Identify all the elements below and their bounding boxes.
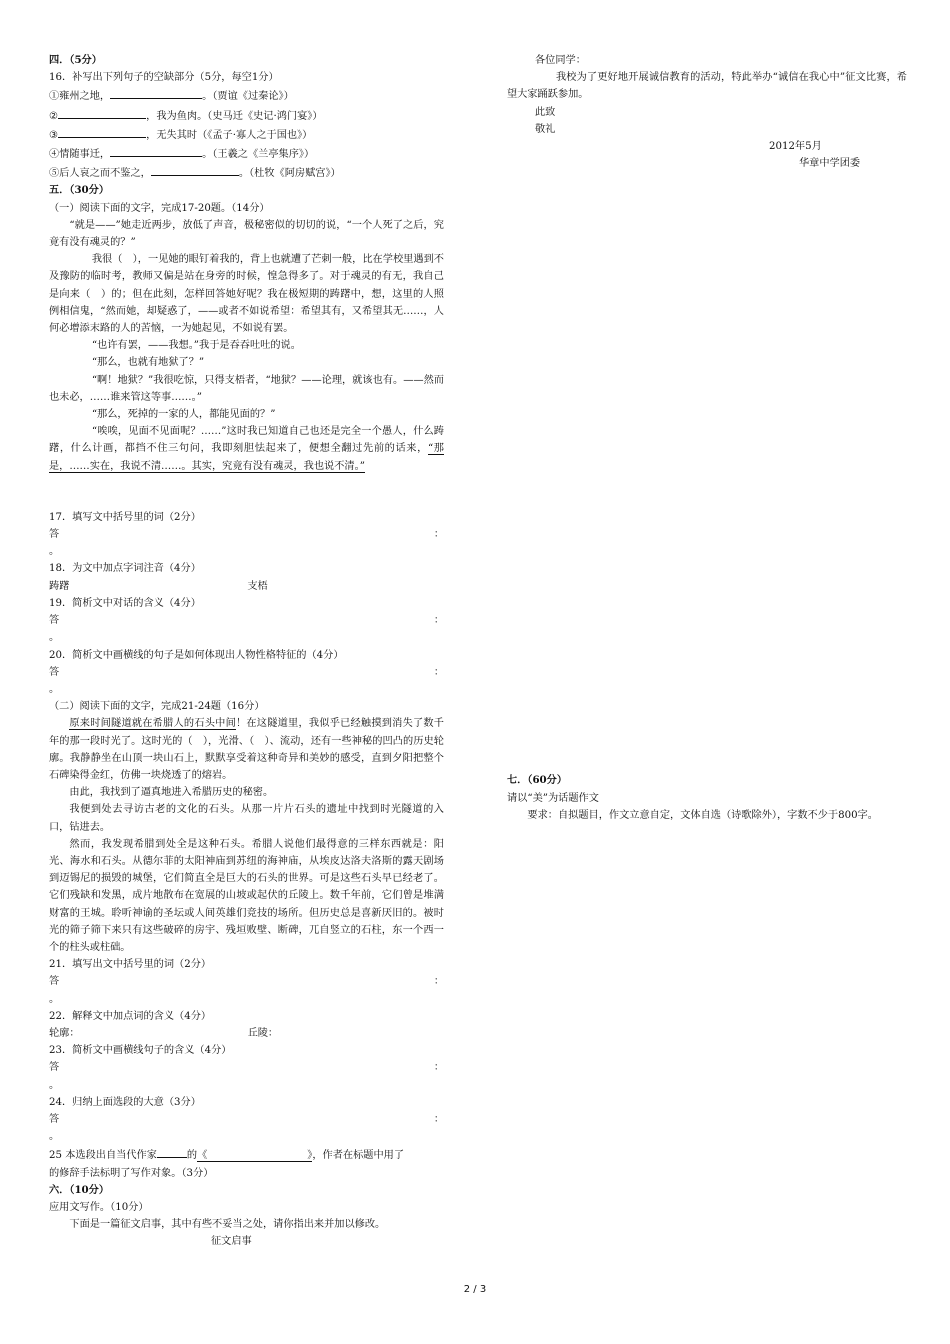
underlined-sentence-2: 原来时间隧道就在希腊人的石头中间 [69,718,236,730]
notice-close-1: 此致 [535,106,556,118]
question-21: 21．填写出文中括号里的词（2分） [49,959,212,971]
passage-2-para-1: 原来时间隧道就在希腊人的石头中间！在这隧道里，我似乎已经触摸到消失了数千年的那一段时光了。这时光的（ ），光滑、（ ）、流动，还有一些神秘的凹凸的历史轮廓。我静静坐在山顶一块山石上，默默享受着这种奇异和美妙的感受，直到夕阳把整个石碑染得金红，仿佛一块烧透了的熔岩。 [49,718,444,781]
question-22: 22．解释文中加点词的含义（4分） [49,1010,212,1022]
part-2-intro: （二）阅读下面的文字，完成21-24题（16分） [49,701,265,713]
section-6-sub: 应用文写作。（10分） [49,1202,149,1213]
notice-org: 华章中学团委 [799,158,861,170]
essay-topic: 请以“美”为话题作文 [507,792,599,804]
question-16: 16．补写出下列句子的空缺部分（5分，每空1分） [49,72,279,84]
passage-2-para-2: 由此，我找到了逼真地进入希腊历史的秘密。 [69,787,274,799]
fill-line-2: ② ，我为鱼肉。（史马迁《史记·鸿门宴》） [49,106,444,125]
section-6-title: 六．（10分） [49,1183,110,1196]
blank-3[interactable] [58,125,146,138]
section-4-title: 四．（5分） [49,54,102,66]
question-24: 24．归纳上面选段的大意（3分） [49,1096,201,1108]
passage-1-para-2: 我很（ ），一见她的眼钉着我的，背上也就遭了芒刺一般，比在学校里遇到不及豫防的临时考，教师又偏是站在身旁的时候，惶急得多了。对于魂灵的有无，我自己是向来（ ）的；但在此刻，怎样回答她好呢？我在极短期的踌躇中，想，这里的人照例相信鬼，“然而她，却疑惑了，——或者不如说希望：希望其有，又希望其无……，人何必增添末路的人的苦恼，一为她起见，不如说有罢。 [49,254,444,335]
passage-1-para-7: “唉唉，见面不见面呢？……”这时我已知道自己也还是完全一个愚人，什么踌躇，什么计画，都挡不住三句问，我即刻胆怯起来了，便想全翻过先前的话来，“那是，……实在，我说不清……。其实，究竟有没有魂灵，我也说不清。” [49,426,444,472]
notice-body: 我校为了更好地开展诚信教育的活动，特此举办“诚信在我心中”征文比赛，希望大家踊跃参加。 [507,72,907,101]
question-23: 23．简析文中画横线句子的含义（4分） [49,1045,232,1057]
right-column [507,52,907,824]
question-25-cont: 的修辞手法标明了写作对象。（3分） [49,1167,214,1179]
answer-line-24[interactable]: 答 ： [49,1113,444,1125]
define-line: 轮廓： 丘陵： [49,1027,279,1039]
passage-2-para-4: 然而，我发现希腊到处全是这种石头。希腊人说他们最得意的三样东西就是：阳光、海水和石头。从德尔菲的太阳神庙到苏纽的海神庙，从埃皮达洛夫洛斯的露天剧场到迈锡尼的损毁的城堡，它们简直全是巨大的石头的世界。可是这些石头早已经老了。它们残缺和发黑，成片地散布在宽展的山坡或起伏的丘陵上。数千年前，它们曾是堆满财富的王城。聆听神谕的圣坛或人间英雄们竞技的场所。但历史总是喜新厌旧的。被时光的筛子筛下来只有这些破碎的房宇、残垣败壁、断碑，兀自竖立的石柱，东一个西一个的柱头或柱础。 [49,838,444,953]
answer-line-20[interactable]: 答 ： [49,666,444,678]
blank-author[interactable] [157,1145,187,1158]
blank-1[interactable] [110,86,202,99]
answer-line-23[interactable]: 答 ： [49,1062,444,1074]
fill-line-3: ③ ，无失其时（《孟子·寡人之于国也》） [49,125,444,144]
blank-2[interactable] [58,106,146,119]
part-1-intro: （一）阅读下面的文字，完成17-20题。（14分） [49,202,270,214]
left-column: 四．（5分） 16．补写出下列句子的空缺部分（5分，每空1分） ①雍州之地， 。（贾谊《过秦论》） ② ，我为鱼肉。（史马迁《史记·鸿门宴》） ③ ，无失其时（《孟子·寡人之于国也》） ④情随事迁， 。（王羲之《兰亭集序》） ⑤后人哀之而不鉴之， 。（杜牧《阿房赋宫》） 五．（30分） （一）阅读下面的文字，完成17-20题。（14分） “就是——”她走近两步，放低了声音，极秘密似的切切的说，“一个人死了之后，究竟有没有魂灵的？” 我很（ ），一见她的眼钉着我的，背上也就遭了芒刺一般，比在学校里遇到不及豫防的临时考，教师又偏是站在身旁的时候，惶急得多了。对于魂灵的有无，我自己是向来（ ）的；但在此刻，怎样回答她好呢？我在极短期的踌躇中，想，这里的人照例相信鬼，“然而她，却疑惑了，——或者不如说希望：希望其有，又希望其无……，人何必增添末路的人的苦恼，一为她起见，不如说有罢。 “也许有罢，——我想。”我于是吞吞吐吐的说。 “那么，也就有地狱了？” “啊！地狱？”我很吃惊，只得支梧者，“地狱？——论理，就该也有。——然而也未必，……谁来管这等事……。” “那么，死掉的一家的人，都能见面的？” “唉唉，见面不见面呢？……”这时我已知道自己也还是完全一个愚人，什么踌躇，什么计画，都挡不住三句问，我即刻胆怯起来了，便想全翻过先前的话来，“那是，……实在，我说不清……。其实，究竟有没有魂灵，我也说不清。” 17．填写文中括号里的词（2分） 答 ： 。 18．为文中加点字词注音（4分） 踌躇 支梧 19．简析文中对话的含义（4分） 答 ： 。 20．简析文中画横线的句子是如何体现出人物性格特征的（4分） 答 ： 。 （二）阅读下面的文字，完成21-24题（16分） 原来时间隧道就在希腊人的石头中间！在这隧道里，我似乎已经触摸到消失了数千年的那一段时光了。这时光的（ ），光滑、（ ）、流动，还有一些神秘的凹凸的历史轮廓。我静静坐在山顶一块山石上，默默享受着这种奇异和美妙的感受，直到夕阳把整个石碑染得金红，仿佛一块烧透了的熔岩。 由此，我找到了逼真地进入希腊历史的秘密。 我便到处去寻访古老的文化的石头。从那一片片石头的遗址中找到时光隧道的入口，钻进去。 然而，我发现希腊到处全是这种石头。希腊人说他们最得意的三样东西就是：阳光、海水和石头。从德尔菲的太阳神庙到苏纽的海神庙，从埃皮达洛夫洛斯的露天剧场到迈锡尼的损毁的城堡，它们简直全是巨大的石头的世界。可是这些石头早已经老了。它们残缺和发黑，成片地散布在宽展的山坡或起伏的丘陵上。数千年前，它们曾是堆满财富的王城。聆听神谕的圣坛或人间英雄们竞技的场所。但历史总是喜新厌旧的。被时光的筛子筛下来只有这些破碎的房宇、残垣败壁、断碑，兀自竖立的石柱，东一个西一个的柱头或柱础。 21．填写出文中括号里的词（2分） 答 ： 。 22．解释文中加点词的含义（4分） 轮廓： 丘陵： 23．简析文中画横线句子的含义（4分） 答 ： 。 24．归纳上面选段的大意（3分） 答 ： 。 25 本选段出自当代作家 的《 》，作者在标题中用了 的修辞手法标明了写作对象。（3分） 六．（10分） 应用文写作。（10分） 下面是一篇征文启事，其中有些不妥当之处，请你指出来并加以修改。 征文启事 [49,52,444,1251]
question-17: 17．填写文中括号里的词（2分） [49,511,201,523]
passage-1-para-1: “就是——”她走近两步，放低了声音，极秘密似的切切的说，“一个人死了之后，究竟有没有魂灵的？” [49,219,444,249]
notice-title: 征文启事 [211,1236,252,1248]
pinyin-line: 踌躇 支梧 [49,580,268,592]
passage-1-para-6: “那么，死掉的一家的人，都能见面的？” [91,409,276,421]
passage-1-para-3: “也许有罢，——我想。”我于是吞吞吐吐的说。 [91,340,301,352]
passage-1-para-5: “啊！地狱？”我很吃惊，只得支梧者，“地狱？——论理，就该也有。——然而也未必，……谁来管这等事……。” [49,374,444,403]
notice-date: 2012年5月 [769,141,822,153]
question-20: 20．简析文中画横线的句子是如何体现出人物性格特征的（4分） [49,649,344,661]
passage-2-para-3: 我便到处去寻访古老的文化的石头。从那一片片石头的遗址中找到时光隧道的入口，钻进去。 [49,804,444,833]
fill-line-1: ①雍州之地， 。（贾谊《过秦论》） [49,86,444,105]
page-number: 2 / 3 [463,1284,487,1295]
passage-1-para-4: “那么，也就有地狱了？” [91,357,205,369]
fill-line-5: ⑤后人哀之而不鉴之， 。（杜牧《阿房赋宫》） [49,163,444,182]
notice-greeting: 各位同学： [535,55,586,66]
answer-line-21[interactable]: 答 ： [49,976,444,988]
answer-line-19[interactable]: 答 ： [49,615,444,627]
question-18: 18．为文中加点字词注音（4分） [49,563,201,575]
blank-5[interactable] [151,163,239,176]
essay-requirements: 要求：自拟题目，作文立意自定，文体自选（诗歌除外），字数不少于800字。 [527,809,878,821]
blank-4[interactable] [110,144,202,157]
question-25: 25 本选段出自当代作家 的《 》，作者在标题中用了 [49,1145,444,1164]
question-19: 19．简析文中对话的含义（4分） [49,597,201,609]
answer-line-17[interactable]: 答 ： [49,529,444,541]
fill-line-4: ④情随事迁， 。（王羲之《兰亭集序》） [49,144,444,163]
underlined-sentence: “那是，……实在，我说不清……。其实，究竟有没有魂灵，我也说不清。” [49,443,444,472]
section-5-title: 五．（30分） [49,184,110,197]
section-6-instruction: 下面是一篇征文启事，其中有些不妥当之处，请你指出来并加以修改。 [69,1219,386,1231]
notice-close-2: 敬礼 [535,123,556,135]
section-7-title: 七．（60分） [507,774,568,787]
